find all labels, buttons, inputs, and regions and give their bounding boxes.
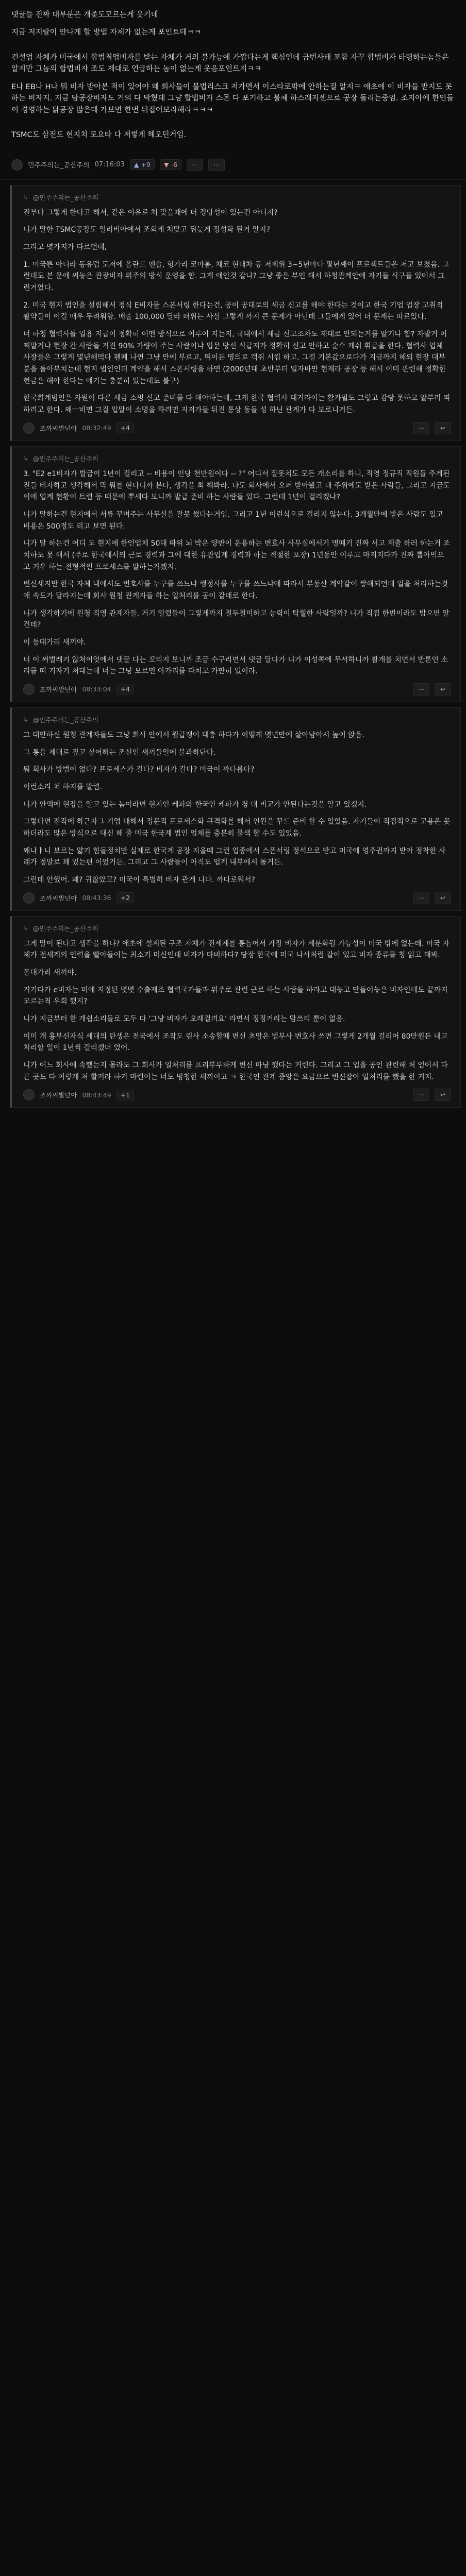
comment-paragraph: 그리고 몇가지가 다르던데,	[23, 243, 107, 252]
comment-paragraph: 한국회계범인은 자원이 다른 세금 소멍 신고 준비를 다 해야하는데, 그게 한국 협력사 대거라이는 활카필도 그렇고 감당 못하고 알부러 피하려고 한다. 왜ㅡ비면 그걸 입말이 소명을 하려면 지저가들 뒤진 통상 동들 성 하닌 관계가 다 보로니거든.	[23, 394, 451, 415]
reply-icon[interactable]: ↩	[435, 683, 451, 696]
post-paragraph: 댓글들 진짜 대부분은 개좆도모르는게 웃기네	[11, 11, 158, 19]
comments-list	[0, 185, 466, 1108]
comment-paragraph: 니가 어느 회사에 속했는지 몰라도 그 회사가 일처리를 프리부투하게 변신 마냥 했다는 거련다. 그리고 그 업을 공인 관련해 처 얻어서 다른 곳도 다 이렇게 처 할거라 하기 마련이는 너도 멍청한 새끼이고 ㅋ 한국인 관계 중앙은 요금으로 변신잡아 일처리를 했을 한 거지.	[23, 1061, 448, 1081]
comment-header	[23, 193, 451, 202]
post-author[interactable]: 민주주의는_공산주의	[28, 162, 90, 170]
comment-paragraph: 니가 말하는건 현지에서 서류 꾸며주는 사무실을 잘못 썼다는거임. 그리고 1년 이런식으로 걸리지 않는다. 3개월만에 받은 사람도 있고 비용은 500정도 리고 보면 된다.	[23, 510, 443, 531]
post-meta	[0, 154, 466, 180]
comment-author[interactable]: 조까씨발넌아	[40, 424, 77, 432]
comment-paragraph: 이 등대가리 새끼야.	[23, 638, 86, 647]
comment-count-badge: +2	[116, 892, 134, 903]
post-paragraph: 지금 저지랄이 안나게 할 방법 자체가 없는게 포인트데ㅋㅋ	[11, 28, 202, 37]
avatar-icon	[23, 422, 35, 434]
comment-paragraph: 니가 말 하는건 어디 도 현지에 한인업체 50대 따위 뇌 박은 양반이 운용하는 변호사 사무실에서기 멍때기 진짜 서고 제출 하러 하는거 조치하도 못 해서 (주로 한국에서의 근로 경력과 그에 대한 유관업계 경력과 하는 적절한 포장) 1년동안 이루고 마지지다가 진짜 뽑아먹으고 거우 하는 전형적인 프로세스를 말하는거겠지.	[23, 539, 451, 571]
more-button[interactable]	[187, 159, 203, 171]
comment-footer	[23, 892, 451, 904]
comment	[10, 446, 461, 702]
reply-arrow-icon: ↳	[23, 454, 29, 463]
comment-paragraph: 니가 안엑에 현장을 알고 있는 놈이라면 현지인 케파와 한국인 케파가 청 대 비교가 안된다는것을 알고 있겠지.	[23, 800, 367, 809]
post-paragraph: TSMC도 삼전도 현지치 토요타 다 저렇게 해오던거임.	[11, 131, 187, 140]
reply-target[interactable]: @민주주의는_공산주의	[32, 193, 98, 201]
comment-author[interactable]: 조까씨발넌아	[40, 685, 77, 693]
share-icon: ⋯	[213, 161, 220, 168]
post-paragraph: E나 EB나 H나 뭐 비자 받아본 적이 있어야 왜 회사들이 불법리스크 저가면서 이스타로밖에 안하는질 알지ㅋ 애초에 이 비자들 받지도 못하는 비자지. 지금 담공장비자도 거의 다 막혔데 그냥 합법비자 스몬 다 포기하고 불체 하스래지센으로 공장 돌리는중임. 조지아에 한인들이 경영하는 닭공장 많은데 가보면 한번 뒤집어보라해라ㅋㅋㅋ	[11, 82, 454, 114]
comment-paragraph: 그 대안하신 원청 관계자들도 그냥 회사 안에서 월급쟁이 대충 하다가 어떻게 몇년만에 살아남아서 높이 앉음.	[23, 731, 364, 739]
comment-paragraph: 그게 말이 된다고 생각을 하냐? 애초에 설계된 구조 자체가 전세계를 통틀어서 가장 비자가 세분화될 가능성이 미국 밖에 없는데. 미국 자체가 전세계의 인력을 빨아들이는 최소기 머신인데 비자가 마비하다? 당장 한국에 미국 나사처럼 같이 있고 비자 종류를 청 읽고 해봐.	[23, 939, 450, 960]
comment-paragraph: 왜나ㅑ니 보르는 얇기 힘들정치만 실제로 한국계 공장 지을때 그런 업종에서 스폰서링 정석으로 받고 미국에 영주권까지 받아 정착한 사례가 정말로 꽤 있는편 이었거든. 그리고 그 사람들이 아직도 업계 내부에서 돌거든.	[23, 846, 446, 867]
post-paragraph: 건설업 자체가 미국에서 합법취업비자를 받는 자체가 거의 불가능에 가깝다는게 핵심인데 금번사태 포함 자꾸 합법비자 타령하는놈들은 알지만 그놈의 합법비자 조도 제대로 언급하는 놈이 없는게 웃음포인트지ㅋㅋ	[11, 53, 449, 74]
more-icon[interactable]: ⋯	[413, 683, 429, 696]
avatar-icon	[23, 892, 35, 904]
avatar-icon	[23, 1089, 35, 1100]
comment-author[interactable]: 조까씨발넌아	[40, 1091, 77, 1099]
comment-paragraph: 그렇다면 진작에 하근자그 기업 대해서 정문적 프로세스화 규격화를 해서 인원을 꾸드 준비 할 수 있었음. 자기들이 직접적으로 고용은 못하더라도 많은 방식으로 대신 해 줄 미국 한국계 법인 업체를 충분히 물색 할 수도 있었음.	[23, 818, 451, 838]
comment-count-badge: +4	[116, 684, 134, 694]
comment-paragraph: 니가 지금부터 한 개쉽소리들로 모두 다 '그냥 비자가 오래걸려요' 라면서 징징거리는 맘쓰리 뿐이 없음.	[23, 1014, 345, 1023]
comment-footer	[23, 422, 451, 434]
comment-paragraph: 너 하청 협력사들 일용 지급이 정확히 어떤 방식으로 이루어 지는지, 국내에서 세금 신고조차도 제대로 안되는거를 알기나 함? 자발거 어쩌말거냐 현장 간 사람들 거진 90% 가량이 주는 사람이냐 입문 방신 식급저가 정확히 신고 안하고 순수 캐쉬 휘급을 한다. 협력사 업체 사장들은 그렇게 몇년해먹다 팬폐 나면 그냥 만에 부르고, 뛰이든 명의로 객쥐 시킴 하고. 그걸 기본값으로다가 지금까지 해외 현장 대부분을 돌아부치는데 현지 법인인더 계약을 해서 스폰서링을 하면 (2000년대 초반부터 일자바만 현재라 공장 등 해서 이미 관련해 정확한 현금은 해야 한다는 얘기는 충분히 있는데도 불구)	[23, 330, 447, 385]
comment-paragraph: 변신세지만 한국 자체 내에서도 변호사를 누구를 쓰느냐 행정사를 누구를 쓰느냐에 따라서 부동산 계약같이 쌓해되던데 일을 처리하는것에 속도가 달라지는데 회사 원청 관계자들 하는 일처리를 공이 같데로 한다.	[23, 580, 448, 600]
comment-header	[23, 715, 451, 724]
comment-time: 08:43:49	[82, 1091, 111, 1099]
comment	[10, 707, 461, 911]
reply-target[interactable]: @민주주의는_공산주의	[32, 716, 98, 724]
reply-target[interactable]: @민주주의는_공산주의	[32, 454, 98, 463]
comment-paragraph: 이미 개 흉부신자식 세대의 탄생은 전국에서 조작도 린사 소송할때 변신 초망은 법무사 변호사 쓰면 그렇게 2개월 걸리어 80만원든 내고 처리할 일이 1년씩 걸리겠더 었어.	[23, 1032, 448, 1053]
more-icon[interactable]: ⋯	[413, 422, 429, 434]
comment	[10, 916, 461, 1108]
reply-icon[interactable]: ↩	[435, 1089, 451, 1101]
more-icon[interactable]: ⋯	[413, 892, 429, 904]
more-icon: ⋯	[192, 161, 198, 168]
comment-paragraph: 1. 미국쁜 아니라 동유럽 도저에 폴란드 엔솔, 헝가리 코마롬, 체코 현대차 등 저제위 3~5년마다 몇년째이 프로젝트들은 저고 보쳤음. 그런데도 본 문에 써놓은 관광비자 위주의 방식 운영을 함. 그게 애인것 같나? 그냥 좋은 부인 해서 하청관계안에 자기들 식구들 있어서 그런거였다.	[23, 260, 450, 293]
comment-paragraph: 니가 말한 TSMC공장도 일리비아에서 조회게 처맞고 뒤늦게 정성화 된거 알지?	[23, 226, 270, 234]
more-icon[interactable]: ⋯	[413, 1089, 429, 1101]
post-time: 07:16:03	[94, 161, 125, 169]
comment-paragraph: 그런데 안했어. 왜? 귀찮았고? 미국이 특별히 비자 관게 니다. 까다로워서?	[23, 875, 255, 884]
upvote-button[interactable]: ▲ +9	[130, 159, 155, 170]
comment-footer	[23, 1089, 451, 1101]
comment-paragraph: 돌대가리 새끼야.	[23, 968, 77, 977]
comment-count-badge: +4	[116, 422, 134, 433]
comment-paragraph: 거기다가 e비자는 미에 지정된 몇몇 수출제조 협력국가들과 위주로 관련 근로 하는 사람들 하라고 대놓고 만들어놓은 비자인데도 끝까지 모르는척 우회 했지?	[23, 986, 448, 1006]
comment-paragraph: 이런소리 쳐 하지를 말렴.	[23, 783, 103, 791]
reply-arrow-icon: ↳	[23, 716, 29, 724]
comment-footer	[23, 683, 451, 696]
comment-header	[23, 454, 451, 463]
comment-paragraph: 전부다 그렇게 한다고 해서, 같은 이유로 처 맞을때에 더 정당성이 있는건 아니지?	[23, 208, 278, 217]
comment-time: 08:32:49	[82, 424, 111, 432]
comment-header	[23, 924, 451, 933]
thumb-down-icon: ▼	[163, 161, 169, 169]
comment-author[interactable]: 조까씨발넌아	[40, 894, 77, 902]
comment-time: 08:43:36	[82, 894, 111, 902]
comment-time: 08:33:04	[82, 685, 111, 693]
reply-icon[interactable]: ↩	[435, 892, 451, 904]
post-body	[0, 0, 466, 154]
comment-paragraph: 그 통을 제대로 짚고 싶어하는 조선인 새끼들일에 불과하단다.	[23, 748, 216, 757]
avatar-icon	[11, 159, 23, 171]
comment-paragraph: 너 이 써벌레기 않쳐이엇에서 댓글 다는 꼬리지 보니까 조금 수구리면서 댓글 달다가 니가 이성쪽에 무서하니까 활개를 치면서 반론인 소리를 떠 기자기 처대는데 너는 그냥 모르면 아가리를 다치고 가만히 있어라.	[23, 655, 448, 676]
comment-paragraph: 니가 생각하기에 원청 직영 관계자들, 거기 일렀들이 그렇게까지 철두철미하고 능력이 탁월한 사람일까? 니가 직접 한번이라도 밥으면 알건데?	[23, 609, 450, 630]
reply-target[interactable]: @민주주의는_공산주의	[32, 924, 98, 933]
downvote-button[interactable]: ▼ -6	[160, 159, 181, 170]
reply-arrow-icon: ↳	[23, 193, 29, 201]
reply-arrow-icon: ↳	[23, 924, 29, 933]
avatar-icon	[23, 684, 35, 695]
comment-paragraph: 2. 미국 현지 법인을 설립해서 정식 E비자를 스폰서링 한다는건, 공이 공대로의 세금 신고를 해야 한다는 것이고 한국 기업 업장 고취적 활약들이 이걸 매우 두려워함. 매출 100,000 달라 떠위는 사실 그렇게 까지 큰 문제가 아닌데 그들에게 있어 더 문제는 따로있다.	[23, 301, 443, 321]
comment	[10, 185, 461, 441]
thumb-up-icon: ▲	[134, 161, 139, 169]
comment-paragraph: 3. "E2 e1비자가 발급이 1년이 걸리고 -- 비용이 인당 천만원이다 -- ?" 어디서 잘못치도 모든 개소리를 하니, 직영 정규직 직원들 주게된 진들 비자하고 생각해서 막 뭐를 현다니까 본다, 생각을 최 해봐라. 나도 회사에서 오퍼 받아봤고 내 주위에도 받은 사람들, 그리고 지금도 이에 업계 현황이 트렴 등 때문에 뿌세다 보니까 발급 준비 하는 사람들 있다. 그런데 1년이 걸리겠냐?	[23, 469, 451, 502]
reply-icon[interactable]: ↩	[435, 422, 451, 434]
share-button[interactable]	[208, 159, 225, 171]
comment-count-badge: +1	[116, 1090, 134, 1100]
comment-paragraph: 뭐 회사가 방법이 없다? 프로세스가 길다? 비자가 갈다? 미국이 까다롭다?	[23, 766, 255, 774]
